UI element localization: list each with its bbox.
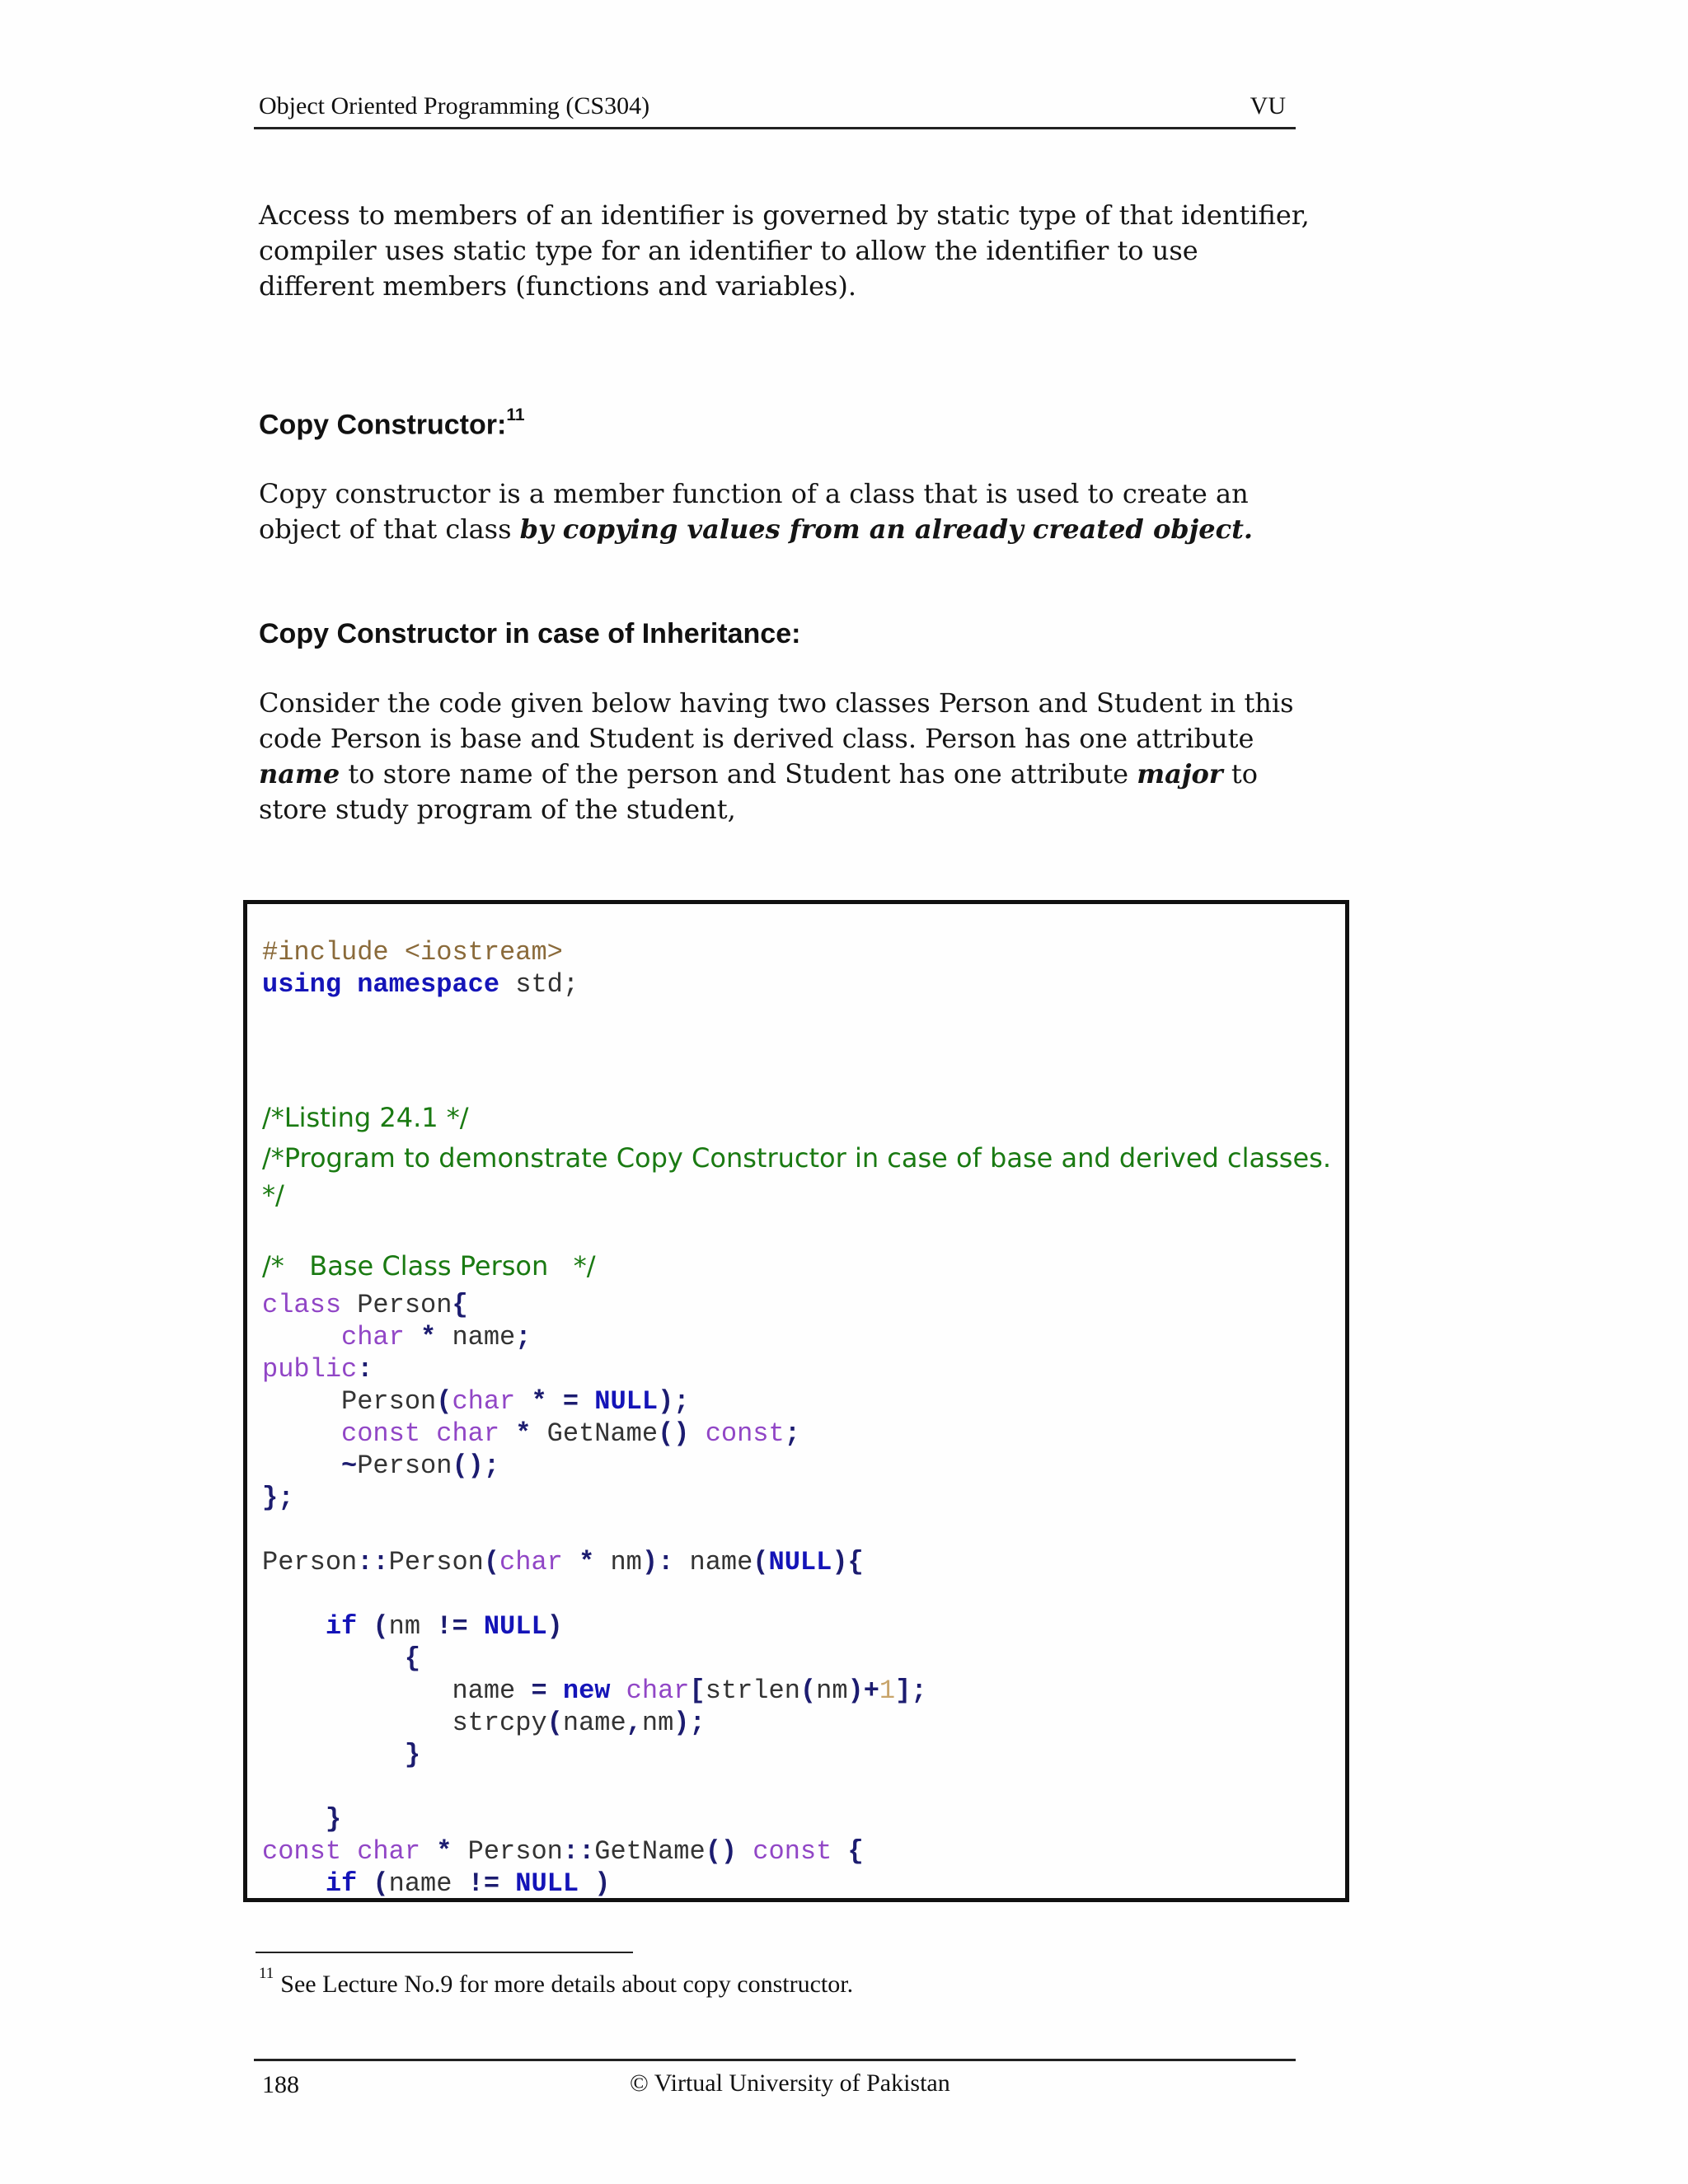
code-line: }	[404, 1740, 421, 1770]
code-line: char * name;	[341, 1322, 532, 1352]
paragraph-part: to store name of the person and Student has one attribute	[340, 758, 1137, 790]
inheritance-paragraph	[259, 686, 1314, 827]
attribute-major: major	[1137, 758, 1223, 790]
paragraph-part: to store study program of the student,	[259, 758, 1258, 825]
footnote-number: 11	[259, 1965, 274, 1982]
code-line: ~Person();	[341, 1451, 500, 1481]
code-line: strcpy(name,nm);	[262, 1708, 706, 1738]
code-comment-close: */	[262, 1179, 284, 1211]
definition-emphasis: by copying values from an already created object.	[519, 513, 1253, 545]
inheritance-heading: Copy Constructor in case of Inheritance:	[259, 618, 801, 649]
copy-constructor-definition	[259, 476, 1314, 547]
intro-paragraph: Access to members of an identifier is governed by static type of that identifier, compiler uses static type for an identifier to allow the identifier to use different members (functions and variables).	[259, 199, 1310, 302]
code-include: #include <iostream>	[262, 937, 563, 968]
code-using: using namespace std;	[262, 969, 579, 1000]
definition-text: Copy constructor is a member function of a class that is used to create an object of that class	[259, 478, 1249, 545]
footnote-divider	[256, 1952, 633, 1953]
code-listing	[243, 900, 1349, 1902]
code-line: name = new char[strlen(nm)+1];	[262, 1675, 927, 1706]
code-line: };	[262, 1483, 294, 1513]
code-line: if (nm != NULL)	[325, 1611, 563, 1642]
code-comment-listing: /*Listing 24.1 */	[262, 1102, 469, 1133]
page-header	[254, 89, 1296, 129]
code-line: if (name != NULL )	[325, 1868, 611, 1899]
copyright-notice: © Virtual University of Pakistan	[630, 2069, 950, 2097]
code-line: {	[404, 1643, 421, 1674]
copy-constructor-heading	[259, 405, 525, 441]
footnote-text: See Lecture No.9 for more details about copy constructor.	[280, 1971, 854, 1998]
page-footer	[254, 2059, 1296, 2098]
code-line: const char * Person::GetName() const {	[262, 1836, 864, 1867]
code-line: class Person{	[262, 1290, 468, 1320]
footnote	[259, 1965, 854, 1999]
page-number: 188	[262, 2071, 299, 2098]
code-comment-base-class: /* Base Class Person */	[262, 1250, 596, 1282]
code-line: Person::Person(char * nm): name(NULL){	[262, 1547, 864, 1577]
heading-text: Copy Constructor:	[259, 409, 507, 441]
code-line: Person(char * = NULL);	[262, 1386, 690, 1417]
code-line: }	[325, 1804, 342, 1835]
institution-abbrev: VU	[1250, 92, 1286, 120]
code-line: const char * GetName() const;	[341, 1418, 800, 1449]
course-title: Object Oriented Programming (CS304)	[259, 92, 650, 120]
paragraph-part: Consider the code given below having two classes Person and Student in this code Person is base and Student is derived class. Person has one attribute	[259, 687, 1294, 754]
attribute-name: name	[259, 758, 340, 790]
code-comment-program: /*Program to demonstrate Copy Constructor in case of base and derived classes.	[262, 1142, 1331, 1174]
footnote-reference: 11	[506, 405, 525, 424]
code-line: public:	[262, 1354, 373, 1385]
